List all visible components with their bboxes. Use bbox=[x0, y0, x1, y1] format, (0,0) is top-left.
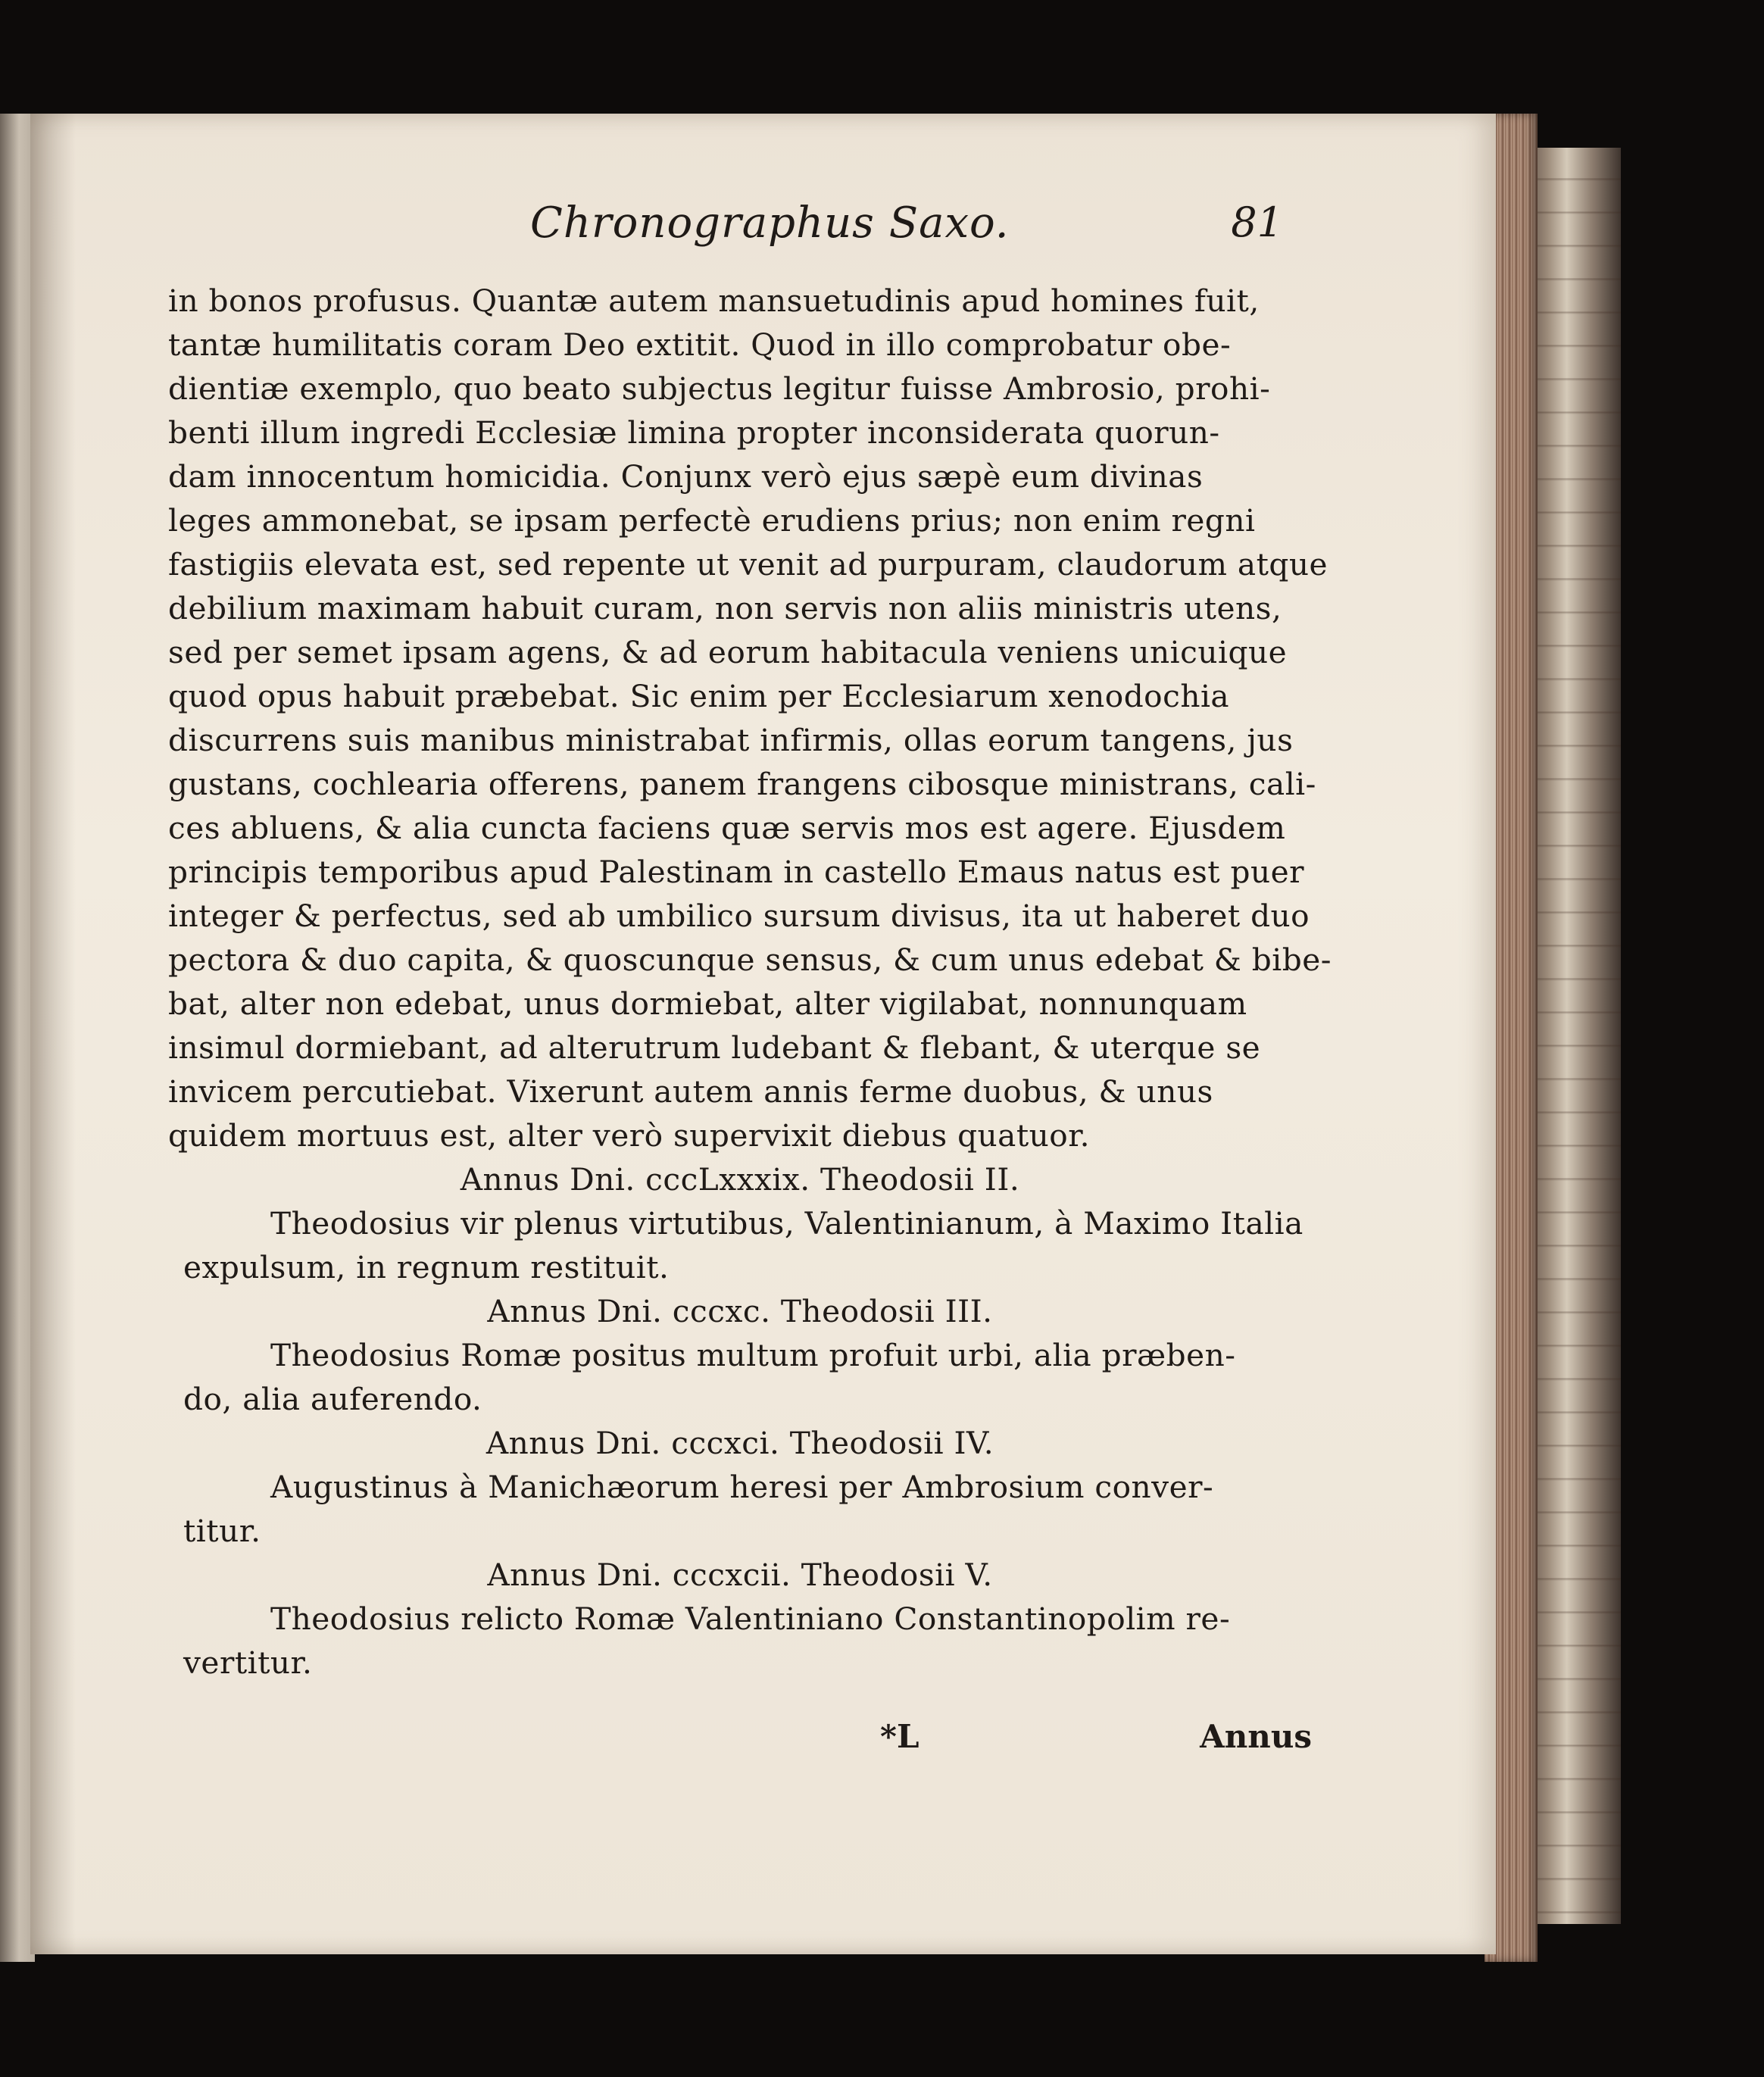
text-line: gustans, cochlearia offerens, panem frangens cibosque ministrans, cali- bbox=[168, 766, 1316, 802]
annal-entry bbox=[168, 1289, 1297, 1421]
text-line: benti illum ingredi Ecclesiæ limina propter inconsiderata quorun- bbox=[168, 414, 1220, 451]
text-line: dientiæ exemplo, quo beato subjectus legitur fuisse Ambrosio, prohi- bbox=[168, 370, 1271, 407]
text-line: ces abluens, & alia cuncta faciens quæ servis mos est agere. Ejusdem bbox=[168, 810, 1286, 846]
text-line: expulsum, in regnum restituit. bbox=[183, 1249, 670, 1285]
text-line: Theodosius vir plenus virtutibus, Valentinianum, à Maximo Italia bbox=[270, 1205, 1303, 1242]
running-title: Chronographus Saxo. bbox=[530, 198, 1010, 248]
annal-entry bbox=[168, 1157, 1303, 1289]
paragraph-1 bbox=[168, 279, 1332, 1157]
text-line: tantæ humilitatis coram Deo extitit. Quod in illo comprobatur obe- bbox=[168, 326, 1232, 363]
text-line: debilium maximam habuit curam, non servis non aliis ministris utens, bbox=[168, 590, 1282, 626]
text-line: insimul dormiebant, ad alterutrum ludebant & flebant, & uterque se bbox=[168, 1029, 1261, 1066]
text-line: do, alia auferendo. bbox=[183, 1381, 482, 1417]
text-line: leges ammonebat, se ipsam perfectè erudiens prius; non enim regni bbox=[168, 502, 1256, 539]
text-line: quod opus habuit præbebat. Sic enim per Ecclesiarum xenodochia bbox=[168, 678, 1230, 714]
text-line: dam innocentum homicidia. Conjunx verò ejus sæpè eum divinas bbox=[168, 458, 1204, 495]
text-line: quidem mortuus est, alter verò supervixit diebus quatuor. bbox=[168, 1117, 1091, 1154]
text-line: fastigiis elevata est, sed repente ut venit ad purpuram, claudorum atque bbox=[168, 546, 1328, 582]
annal-entry bbox=[168, 1421, 1297, 1553]
year-heading: Annus Dni. cccLxxxix. Theodosii II. bbox=[460, 1161, 1020, 1198]
year-heading: Annus Dni. cccxcii. Theodosii V. bbox=[487, 1557, 993, 1593]
text-line: discurrens suis manibus ministrabat infirmis, ollas eorum tangens, jus bbox=[168, 722, 1294, 758]
catchword: Annus bbox=[1200, 1718, 1312, 1755]
text-line: titur. bbox=[183, 1513, 261, 1549]
text-line: Augustinus à Manichæorum heresi per Ambrosium conver- bbox=[270, 1469, 1214, 1505]
annal-entry bbox=[168, 1553, 1297, 1685]
text-line: sed per semet ipsam agens, & ad eorum habitacula veniens unicuique bbox=[168, 634, 1288, 670]
text-line: principis temporibus apud Palestinam in castello Emaus natus est puer bbox=[168, 854, 1304, 890]
page-footer bbox=[168, 1718, 1312, 1763]
page-body bbox=[168, 279, 1332, 1685]
page-number: 81 bbox=[1231, 198, 1283, 246]
text-line: invicem percutiebat. Vixerunt autem annis ferme duobus, & unus bbox=[168, 1073, 1213, 1110]
text-line: Theodosius Romæ positus multum profuit urbi, alia præben- bbox=[270, 1337, 1236, 1373]
text-line: Theodosius relicto Romæ Valentiniano Constantinopolim re- bbox=[270, 1601, 1231, 1637]
signature-mark: *L bbox=[880, 1718, 919, 1755]
text-line: vertitur. bbox=[183, 1644, 313, 1681]
text-line: pectora & duo capita, & quoscunque sensus, & cum unus edebat & bibe- bbox=[168, 942, 1332, 978]
year-heading: Annus Dni. cccxci. Theodosii IV. bbox=[485, 1425, 994, 1461]
text-line: bat, alter non edebat, unus dormiebat, alter vigilabat, nonnunquam bbox=[168, 985, 1247, 1022]
text-line: in bonos profusus. Quantæ autem mansuetudinis apud homines fuit, bbox=[168, 283, 1260, 319]
gutter-shadow bbox=[30, 114, 76, 1954]
text-line: integer & perfectus, sed ab umbilico sursum divisus, ita ut haberet duo bbox=[168, 898, 1310, 934]
running-header bbox=[530, 198, 1295, 259]
year-heading: Annus Dni. cccxc. Theodosii III. bbox=[487, 1293, 993, 1329]
